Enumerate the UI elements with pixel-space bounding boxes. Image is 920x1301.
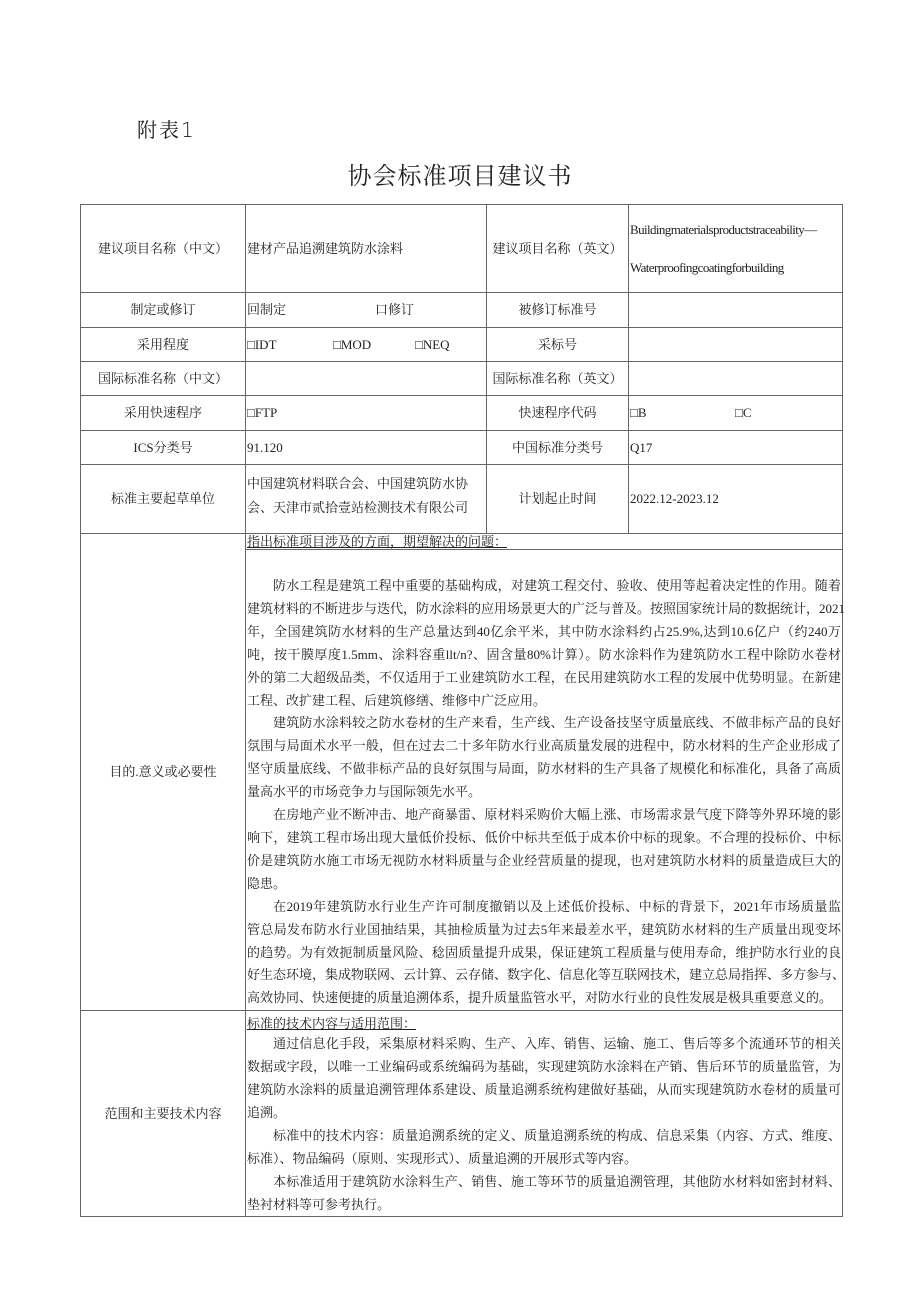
paragraph-line: 垫衬材料等可参考执行。 xyxy=(247,1196,391,1212)
paragraph-line: 高效协同、快速便捷的质量追溯体系，提升质量监管水平，对防水行业的良性发展是极具重要意义的。 xyxy=(247,990,833,1006)
paragraph xyxy=(247,896,846,1011)
ccs-value: Q17 xyxy=(629,431,843,465)
paragraph-line: 标准中的技术内容：质量追溯系统的定义、质量追溯系统的构成、信息采集（内容、方式、维度、 xyxy=(273,1127,841,1143)
establish-checkbox[interactable]: 回制定 xyxy=(247,302,287,317)
proposal-form-table xyxy=(80,204,846,1217)
name-cn-value: 建材产品追溯建筑防水涂料 xyxy=(246,205,487,293)
fast-code-label: 快速程序代码 xyxy=(487,396,629,431)
revise-checkbox[interactable]: 口修订 xyxy=(375,302,415,317)
paragraph xyxy=(247,1125,841,1171)
table-row xyxy=(81,205,843,293)
table-row xyxy=(81,465,843,534)
purpose-content xyxy=(246,534,846,1011)
purpose-heading: 指出标准项目涉及的方面，期望解决的问题： xyxy=(247,534,508,549)
paragraph xyxy=(247,1171,841,1217)
scope-content xyxy=(246,1011,843,1217)
paragraph-line: 外的第二大超级品类，不仅适用于工业建筑防水工程，在民用建筑防水工程的发展中优势明显。在新建 xyxy=(247,669,841,685)
revised-std-label: 被修订标准号 xyxy=(487,293,629,328)
ftp-checkbox[interactable]: □FTP xyxy=(246,396,487,431)
table-row xyxy=(81,362,843,396)
paragraph-line: 建筑防水涂料较之防水卷材的生产来看，生产线、生产设备技坚守质量底线、不做非标产品的良好 xyxy=(273,715,841,731)
purpose-body xyxy=(246,550,846,1010)
idt-checkbox[interactable]: □IDT xyxy=(247,336,277,352)
table-row xyxy=(81,396,843,431)
paragraph-line: 量高水平的市场竞争力与国际领先水平。 xyxy=(247,784,482,800)
scope-label: 范围和主要技术内容 xyxy=(81,1011,246,1217)
fast-code-options xyxy=(629,396,843,431)
paragraph-line: 工程、改扩建工程、后建筑修缮、维修中广泛应用。 xyxy=(247,692,547,708)
paragraph-line: 好生态环境，集成物联网、云计算、云存储、数字化、信息化等互联网技术，建立总局指挥、多方参与、 xyxy=(247,967,846,983)
paragraph-line: 标准）、物品编码（原则、实现形式）、质量追溯的开展形式等内容。 xyxy=(247,1150,638,1166)
neq-checkbox[interactable]: □NEQ xyxy=(415,336,450,352)
ccs-label: 中国标准分类号 xyxy=(487,431,629,465)
revise-options xyxy=(246,293,487,328)
name-en-line: Waterproofingcoatingforbuilding xyxy=(630,259,784,275)
purpose-label: 目的.意义或必要性 xyxy=(81,534,246,1011)
paragraph-line: 在房地产业不断冲击、地产商暴雷、原材料采购价大幅上涨、市场需求景气度下降等外界环境的影 xyxy=(273,807,841,823)
document-title: 协会标准项目建议书 xyxy=(347,162,573,190)
adopt-label: 采用程度 xyxy=(81,328,246,362)
name-en-value xyxy=(629,205,843,293)
paragraph xyxy=(247,712,841,804)
table-row xyxy=(81,293,843,328)
paragraph-line: 价是建筑防水施工市场无视防水材料质量与企业经营质量的提现，也对建筑防水材料的质量造成巨大的 xyxy=(247,852,841,868)
period-label: 计划起止时间 xyxy=(487,465,629,534)
adopt-no-label: 采标号 xyxy=(487,328,629,362)
intl-en-value xyxy=(629,362,843,396)
paragraph xyxy=(247,575,846,712)
table-row xyxy=(81,431,843,465)
ics-value: 91.120 xyxy=(246,431,487,465)
paragraph-line: 建筑材料的不断进步与迭代，防水涂料的应用场景更大的广泛与普及。按照国家统计局的数据统计，2021 xyxy=(247,600,846,616)
intl-en-label: 国际标准名称（英文） xyxy=(487,362,629,396)
drafter-value xyxy=(246,465,487,534)
paragraph-line: 数据或字段，以唯一工业编码或系统编码为基础，实现建筑防水涂料在产销、售后环节的质量监管，为 xyxy=(247,1059,841,1075)
revise-label: 制定或修订 xyxy=(81,293,246,328)
adopt-options xyxy=(246,328,487,362)
paragraph-line: 建筑防水涂料的质量追溯管理体系建设、质量追溯系统构建做好基础，从而实现建筑防水卷材的质量可 xyxy=(247,1082,841,1098)
ics-label: ICS分类号 xyxy=(81,431,246,465)
table-row xyxy=(81,1011,843,1217)
paragraph-line: 年，全国建筑防水材料的生产总量达到40亿余平米，其中防水涂料约占25.9%,达到10.6亿户（约240万 xyxy=(247,623,841,639)
drafter-line: 中国建筑材料联合会、中国建筑防水协 xyxy=(247,476,469,491)
b-checkbox[interactable]: □B xyxy=(630,405,647,420)
name-cn-label: 建议项目名称（中文） xyxy=(81,205,246,293)
table-row xyxy=(81,328,843,362)
paragraph xyxy=(247,1033,841,1125)
paragraph-line: 在2019年建筑防水行业生产许可制度撤销以及上述低价投标、中标的背景下，2021年市场质量监 xyxy=(273,898,841,914)
paragraph-line: 防水工程是建筑工程中重要的基础构成，对建筑工程交付、验收、使用等起着决定性的作用。随着 xyxy=(273,578,841,593)
paragraph-line: 氛围与局面术水平一般，但在过去二十多年防水行业高质量发展的进程中，防水材料的生产企业形成了 xyxy=(247,738,841,754)
paragraph-line: 通过信息化手段，采集原材料采购、生产、入库、销售、运输、施工、售后等多个流通环节的相关 xyxy=(273,1036,841,1052)
drafter-line: 会、天津市贰拾壹站检测技术有限公司 xyxy=(247,500,469,515)
c-checkbox[interactable]: □C xyxy=(735,405,752,420)
period-value: 2022.12-2023.12 xyxy=(629,465,843,534)
name-en-line: Buildingmaterialsproductstraceability— xyxy=(630,221,817,237)
paragraph-line: 的趋势。为有效扼制质量风险、稔固质量提升成果，保证建筑工程质量与使用寿命，维护防水行业的良 xyxy=(247,944,841,960)
intl-cn-label: 国际标准名称（中文） xyxy=(81,362,246,396)
paragraph xyxy=(247,804,841,896)
mod-checkbox[interactable]: □MOD xyxy=(333,336,372,352)
fast-label: 采用快速程序 xyxy=(81,396,246,431)
paragraph-line: 响下，建筑工程市场出现大量低价投标、低价中标共至低于成本价中标的现象。不合理的投标价、中标 xyxy=(247,829,841,845)
revised-std-value xyxy=(629,293,843,328)
paragraph-line: 隐患。 xyxy=(247,875,287,891)
name-en-label: 建议项目名称（英文） xyxy=(487,205,629,293)
paragraph-line: 坚守质量底线、不做非标产品的良好氛围与局面，防水材料的生产具备了规模化和标准化，具备了高质 xyxy=(247,761,841,777)
paragraph-line: 追溯。 xyxy=(247,1104,287,1120)
drafter-label: 标准主要起草单位 xyxy=(81,465,246,534)
scope-heading: 标准的技术内容与适用范围： xyxy=(247,1016,417,1032)
table-row xyxy=(81,534,843,1011)
intl-cn-value xyxy=(246,362,487,396)
paragraph-line: 吨，按干膜厚度1.5mm、涂料容重llt/n?、固含量80%计算）。防水涂料作为建筑防水工程中除防水卷材 xyxy=(247,646,841,662)
scope-body xyxy=(247,1033,841,1216)
appendix-label: 附表1 xyxy=(137,118,196,142)
paragraph-line: 本标准适用于建筑防水涂料生产、销售、施工等环节的质量追溯管理，其他防水材料如密封材料、 xyxy=(273,1173,841,1189)
adopt-no-value xyxy=(629,328,843,362)
paragraph-line: 管总局发布防水行业国抽结果，其抽检质量为过去5年来最差水平，建筑防水材料的生产质量出现变坏 xyxy=(247,921,841,937)
